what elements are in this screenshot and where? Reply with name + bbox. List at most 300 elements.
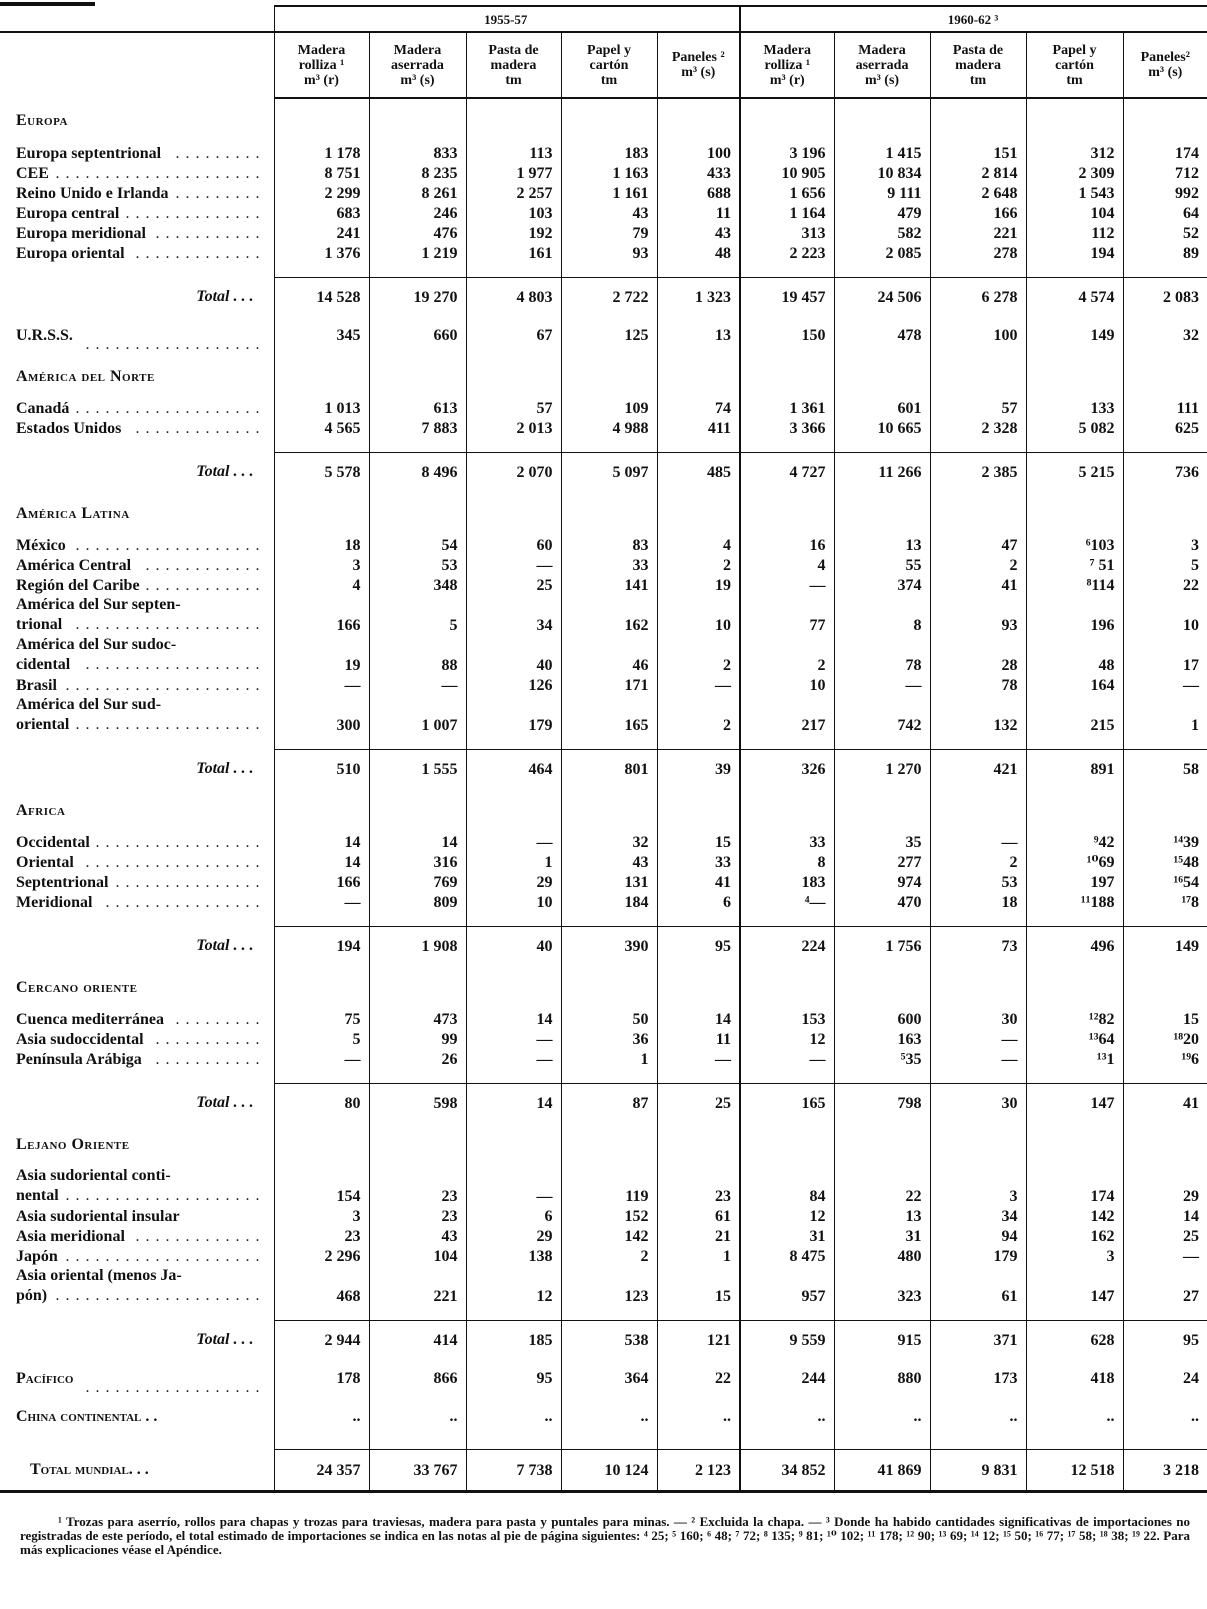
value-cell: 47 [930, 535, 1026, 555]
row-label: Cercano oriente [16, 978, 138, 996]
value-cell [1026, 354, 1123, 398]
row-label: Canadá [16, 400, 70, 417]
value-cell: 149 [1123, 927, 1207, 966]
value-cell [561, 354, 657, 398]
value-cell [1123, 1069, 1207, 1084]
value-cell: 915 [834, 1321, 930, 1360]
dot-leader: .................... [65, 677, 266, 694]
value-cell: 125 [561, 316, 657, 354]
dot-leader: ................... [75, 400, 266, 417]
row-label: Meridional [16, 894, 93, 911]
row-label-cell [0, 1435, 274, 1450]
value-cell [740, 98, 834, 143]
value-cell: 104 [1026, 203, 1123, 223]
value-cell: ¹⁰69 [1026, 852, 1123, 872]
value-cell [834, 263, 930, 278]
row-label-cell [0, 1246, 274, 1266]
value-cell: 2 385 [930, 453, 1026, 492]
value-cell: 992 [1123, 183, 1207, 203]
value-cell: 1 163 [561, 163, 657, 183]
value-cell [657, 1306, 740, 1321]
row-label-cell [0, 1049, 274, 1069]
dot-leader: .................. [85, 656, 266, 673]
value-cell [369, 1435, 466, 1450]
value-cell [834, 438, 930, 453]
row-label-cell [0, 1397, 274, 1435]
value-cell: 2 [740, 635, 834, 675]
value-cell: 244 [740, 1359, 834, 1397]
value-cell: 119 [561, 1166, 657, 1206]
value-cell [740, 263, 834, 278]
value-cell [657, 98, 740, 143]
value-cell: 25 [466, 575, 561, 595]
value-cell: ⁸114 [1026, 575, 1123, 595]
row-label-cell [0, 491, 274, 535]
value-cell: 166 [274, 595, 369, 635]
spacer-row [0, 735, 1207, 750]
row-label: China continental . . [16, 1407, 158, 1425]
row-label-cell [0, 965, 274, 1009]
value-cell [657, 912, 740, 927]
value-cell: 22 [657, 1359, 740, 1397]
value-cell: 150 [740, 316, 834, 354]
value-cell: 3 [274, 555, 369, 575]
row-label: Total . . . [196, 1094, 254, 1112]
value-cell: 23 [369, 1166, 466, 1206]
value-cell: 36 [561, 1029, 657, 1049]
row-label-cell [0, 635, 274, 675]
value-cell [274, 1435, 369, 1450]
value-cell [561, 788, 657, 832]
section-heading-row [0, 354, 1207, 398]
value-cell: 179 [930, 1246, 1026, 1266]
row-label-cell [0, 418, 274, 438]
value-cell: 479 [834, 203, 930, 223]
value-cell: 866 [369, 1359, 466, 1397]
dot-leader: ................... [75, 716, 266, 733]
value-cell: 7 738 [466, 1450, 561, 1492]
dot-leader: ........... [155, 1031, 266, 1048]
value-cell: 23 [369, 1206, 466, 1226]
row-label-cell [0, 852, 274, 872]
value-cell: 12 [740, 1206, 834, 1226]
value-cell [561, 1122, 657, 1166]
value-cell: 19 [657, 575, 740, 595]
value-cell: 15 [657, 832, 740, 852]
value-cell: ⁷ 51 [1026, 555, 1123, 575]
value-cell: 2 [657, 555, 740, 575]
value-cell: 104 [369, 1246, 466, 1266]
dot-leader: ............. [135, 1228, 266, 1245]
value-cell: 46 [561, 635, 657, 675]
value-cell [740, 735, 834, 750]
dot-leader: ............ [145, 577, 266, 594]
value-cell [930, 1069, 1026, 1084]
value-cell [1026, 491, 1123, 535]
value-cell [1123, 438, 1207, 453]
value-cell: 13 [834, 535, 930, 555]
value-cell: 153 [740, 1009, 834, 1029]
value-cell: 421 [930, 750, 1026, 789]
value-cell: 197 [1026, 872, 1123, 892]
value-cell: 8 475 [740, 1246, 834, 1266]
table-row [0, 203, 1207, 223]
value-cell: 345 [274, 316, 369, 354]
value-cell: 126 [466, 675, 561, 695]
value-cell: 974 [834, 872, 930, 892]
total-row [0, 1450, 1207, 1492]
value-cell: 194 [274, 927, 369, 966]
row-label: Lejano Oriente [16, 1135, 130, 1153]
table-row [0, 1266, 1207, 1306]
column-header: Pasta de madera tm [466, 32, 561, 98]
value-cell: 161 [466, 243, 561, 263]
value-cell: 2 013 [466, 418, 561, 438]
value-cell: 194 [1026, 243, 1123, 263]
row-label: Península Arábiga [16, 1051, 142, 1068]
value-cell [834, 354, 930, 398]
value-cell: 8 751 [274, 163, 369, 183]
total-row [0, 1321, 1207, 1360]
value-cell [740, 1435, 834, 1450]
value-cell: 14 [369, 832, 466, 852]
value-cell: 8 [834, 595, 930, 635]
row-label-cell [0, 750, 274, 789]
value-cell [369, 354, 466, 398]
row-label: Cuenca mediterránea [16, 1011, 164, 1028]
value-cell: 77 [740, 595, 834, 635]
dot-leader: ................... [75, 537, 266, 554]
value-cell: — [274, 1049, 369, 1069]
value-cell [1123, 491, 1207, 535]
dot-leader: ............. [135, 245, 266, 262]
value-cell [561, 1435, 657, 1450]
value-cell: 33 [657, 852, 740, 872]
value-cell: 22 [1123, 575, 1207, 595]
value-cell: 473 [369, 1009, 466, 1029]
value-cell: 67 [466, 316, 561, 354]
value-cell: 103 [466, 203, 561, 223]
value-cell [369, 788, 466, 832]
value-cell [369, 98, 466, 143]
value-cell: 111 [1123, 398, 1207, 418]
table-row [0, 635, 1207, 675]
value-cell [834, 491, 930, 535]
spacer-row [0, 263, 1207, 278]
value-cell: 8 261 [369, 183, 466, 203]
value-cell: 41 [1123, 1084, 1207, 1123]
value-cell [561, 735, 657, 750]
value-cell: ¹⁵48 [1123, 852, 1207, 872]
value-cell: 5 097 [561, 453, 657, 492]
value-cell: 3 218 [1123, 1450, 1207, 1492]
value-cell: 880 [834, 1359, 930, 1397]
row-label-cell [0, 316, 274, 354]
value-cell: 8 496 [369, 453, 466, 492]
row-label: Asia sudoriental insular [16, 1208, 180, 1225]
value-cell: 1 164 [740, 203, 834, 223]
value-cell: 11 [657, 203, 740, 223]
row-label-cell [0, 98, 274, 143]
value-cell [466, 912, 561, 927]
row-label-cell [0, 1450, 274, 1492]
value-cell [1123, 354, 1207, 398]
value-cell: 15 [657, 1266, 740, 1306]
value-cell: 3 [1026, 1246, 1123, 1266]
value-cell [1026, 438, 1123, 453]
row-label-cell [0, 788, 274, 832]
value-cell: 6 [466, 1206, 561, 1226]
value-cell: 185 [466, 1321, 561, 1360]
value-cell [274, 912, 369, 927]
value-cell [466, 438, 561, 453]
table-row [0, 398, 1207, 418]
table-row [0, 243, 1207, 263]
value-cell: ¹³64 [1026, 1029, 1123, 1049]
value-cell: ⁶103 [1026, 535, 1123, 555]
value-cell [740, 438, 834, 453]
value-cell [466, 1122, 561, 1166]
value-cell: — [930, 1049, 1026, 1069]
value-cell: 50 [561, 1009, 657, 1029]
value-cell: 1 361 [740, 398, 834, 418]
value-cell: 1 [561, 1049, 657, 1069]
value-cell: 278 [930, 243, 1026, 263]
table-row [0, 575, 1207, 595]
value-cell [274, 965, 369, 1009]
value-cell: 4 803 [466, 278, 561, 317]
row-label: América Central [16, 557, 132, 574]
value-cell: 7 883 [369, 418, 466, 438]
value-cell: 142 [1026, 1206, 1123, 1226]
value-cell [834, 1306, 930, 1321]
value-cell: — [834, 675, 930, 695]
value-cell: ¹¹188 [1026, 892, 1123, 912]
value-cell: .. [930, 1397, 1026, 1435]
value-cell: 798 [834, 1084, 930, 1123]
value-cell: 312 [1026, 143, 1123, 163]
table-row [0, 1397, 1207, 1435]
value-cell: 1 376 [274, 243, 369, 263]
value-cell: 29 [1123, 1166, 1207, 1206]
dot-leader: ......... [175, 1011, 266, 1028]
dot-leader: ............ [145, 557, 266, 574]
row-label: América del Sur sud- oriental [16, 696, 162, 733]
value-cell: 151 [930, 143, 1026, 163]
value-cell: 5 [1123, 555, 1207, 575]
value-cell: 32 [561, 832, 657, 852]
value-cell: 165 [740, 1084, 834, 1123]
value-cell: 27 [1123, 1266, 1207, 1306]
dot-leader: .................... [65, 1248, 266, 1265]
section-heading-row [0, 1122, 1207, 1166]
row-label: Reino Unido e Irlanda [16, 185, 169, 202]
value-cell: 1 908 [369, 927, 466, 966]
column-header: Papel y cartón tm [1026, 32, 1123, 98]
value-cell [657, 1435, 740, 1450]
value-cell: 478 [834, 316, 930, 354]
value-cell: 52 [1123, 223, 1207, 243]
dot-leader: ............. [135, 420, 266, 437]
value-cell [834, 98, 930, 143]
value-cell: — [930, 832, 1026, 852]
total-row [0, 278, 1207, 317]
value-cell: 58 [1123, 750, 1207, 789]
spacer-row [0, 1435, 1207, 1450]
row-label-cell [0, 1306, 274, 1321]
value-cell: 2 083 [1123, 278, 1207, 317]
value-cell: 14 [466, 1084, 561, 1123]
table-row [0, 223, 1207, 243]
table-row [0, 595, 1207, 635]
value-cell: 323 [834, 1266, 930, 1306]
value-cell [369, 735, 466, 750]
value-cell [930, 912, 1026, 927]
value-cell: — [740, 1049, 834, 1069]
value-cell: 10 [657, 595, 740, 635]
value-cell: 43 [561, 203, 657, 223]
value-cell: 53 [930, 872, 1026, 892]
value-cell: 2 [657, 695, 740, 735]
row-label: América Latina [16, 504, 130, 522]
value-cell: 8 [740, 852, 834, 872]
value-cell [657, 354, 740, 398]
value-cell: 29 [466, 872, 561, 892]
value-cell: 468 [274, 1266, 369, 1306]
value-cell: — [740, 575, 834, 595]
value-cell: 112 [1026, 223, 1123, 243]
value-cell [834, 788, 930, 832]
value-cell: 1 323 [657, 278, 740, 317]
value-cell [930, 354, 1026, 398]
value-cell: 93 [930, 595, 1026, 635]
value-cell: 4 988 [561, 418, 657, 438]
value-cell [561, 263, 657, 278]
value-cell: 1 219 [369, 243, 466, 263]
value-cell: 10 905 [740, 163, 834, 183]
value-cell [740, 491, 834, 535]
value-cell: .. [274, 1397, 369, 1435]
value-cell: 2 085 [834, 243, 930, 263]
value-cell: 510 [274, 750, 369, 789]
value-cell: ¹⁷8 [1123, 892, 1207, 912]
value-cell: 23 [657, 1166, 740, 1206]
value-cell: 4 [740, 555, 834, 575]
value-cell: 5 [369, 595, 466, 635]
value-cell: 4 727 [740, 453, 834, 492]
table-row [0, 892, 1207, 912]
total-row [0, 927, 1207, 966]
value-cell: — [1123, 675, 1207, 695]
value-cell [561, 965, 657, 1009]
value-cell [740, 965, 834, 1009]
row-label-cell [0, 1266, 274, 1306]
row-label-cell [0, 675, 274, 695]
value-cell [930, 1122, 1026, 1166]
row-label: Europa [16, 112, 68, 129]
row-label: Total . . . [196, 760, 254, 778]
value-cell: 40 [466, 635, 561, 675]
value-cell: .. [1026, 1397, 1123, 1435]
table-row [0, 1166, 1207, 1206]
row-label: América del Sur septen- trional [16, 596, 181, 633]
table-row [0, 1009, 1207, 1029]
value-cell: 54 [369, 535, 466, 555]
value-cell: 179 [466, 695, 561, 735]
value-cell [657, 965, 740, 1009]
value-cell: 12 [740, 1029, 834, 1049]
value-cell [1123, 1122, 1207, 1166]
value-cell: 100 [930, 316, 1026, 354]
table-row [0, 555, 1207, 575]
value-cell: 174 [1026, 1166, 1123, 1206]
value-cell: 12 [466, 1266, 561, 1306]
value-cell [1026, 735, 1123, 750]
value-cell: — [466, 832, 561, 852]
total-row [0, 1084, 1207, 1123]
value-cell: .. [561, 1397, 657, 1435]
value-cell: 13 [834, 1206, 930, 1226]
value-cell [466, 1069, 561, 1084]
value-cell: 14 [274, 832, 369, 852]
value-cell: 35 [834, 832, 930, 852]
value-cell: 88 [369, 635, 466, 675]
value-cell [1123, 912, 1207, 927]
value-cell: ⁵35 [834, 1049, 930, 1069]
value-cell: 30 [930, 1009, 1026, 1029]
row-label: Total . . . [196, 937, 254, 955]
row-label-cell [0, 223, 274, 243]
value-cell: 23 [274, 1226, 369, 1246]
column-header: Pasta de madera tm [930, 32, 1026, 98]
row-label-cell [0, 535, 274, 555]
dot-leader: .................. [85, 854, 266, 871]
value-cell: 1 656 [740, 183, 834, 203]
value-cell: 374 [834, 575, 930, 595]
value-cell: 24 [1123, 1359, 1207, 1397]
row-label-cell [0, 163, 274, 183]
row-label-cell [0, 438, 274, 453]
row-label: Pacífico [16, 1369, 74, 1387]
value-cell [274, 1306, 369, 1321]
row-label: Europa central [16, 205, 120, 222]
value-cell: ¹⁹6 [1123, 1049, 1207, 1069]
value-cell [930, 98, 1026, 143]
value-cell: 600 [834, 1009, 930, 1029]
value-cell [466, 491, 561, 535]
value-cell: 246 [369, 203, 466, 223]
value-cell [834, 1122, 930, 1166]
value-cell [561, 98, 657, 143]
table-row [0, 1359, 1207, 1397]
value-cell: 196 [1026, 595, 1123, 635]
value-cell: .. [834, 1397, 930, 1435]
value-cell: 390 [561, 927, 657, 966]
row-label: Septentrional [16, 874, 109, 891]
value-cell: 2 257 [466, 183, 561, 203]
value-cell: 55 [834, 555, 930, 575]
period-1960-62: 1960-62 ³ [740, 6, 1207, 32]
row-label-cell [0, 1206, 274, 1226]
value-cell: 28 [930, 635, 1026, 675]
value-cell: 485 [657, 453, 740, 492]
section-heading-row [0, 965, 1207, 1009]
value-cell: 142 [561, 1226, 657, 1246]
value-cell: 11 266 [834, 453, 930, 492]
dot-leader: ..................... [55, 165, 266, 182]
table-row [0, 183, 1207, 203]
dot-leader: ..................... [55, 1287, 266, 1304]
